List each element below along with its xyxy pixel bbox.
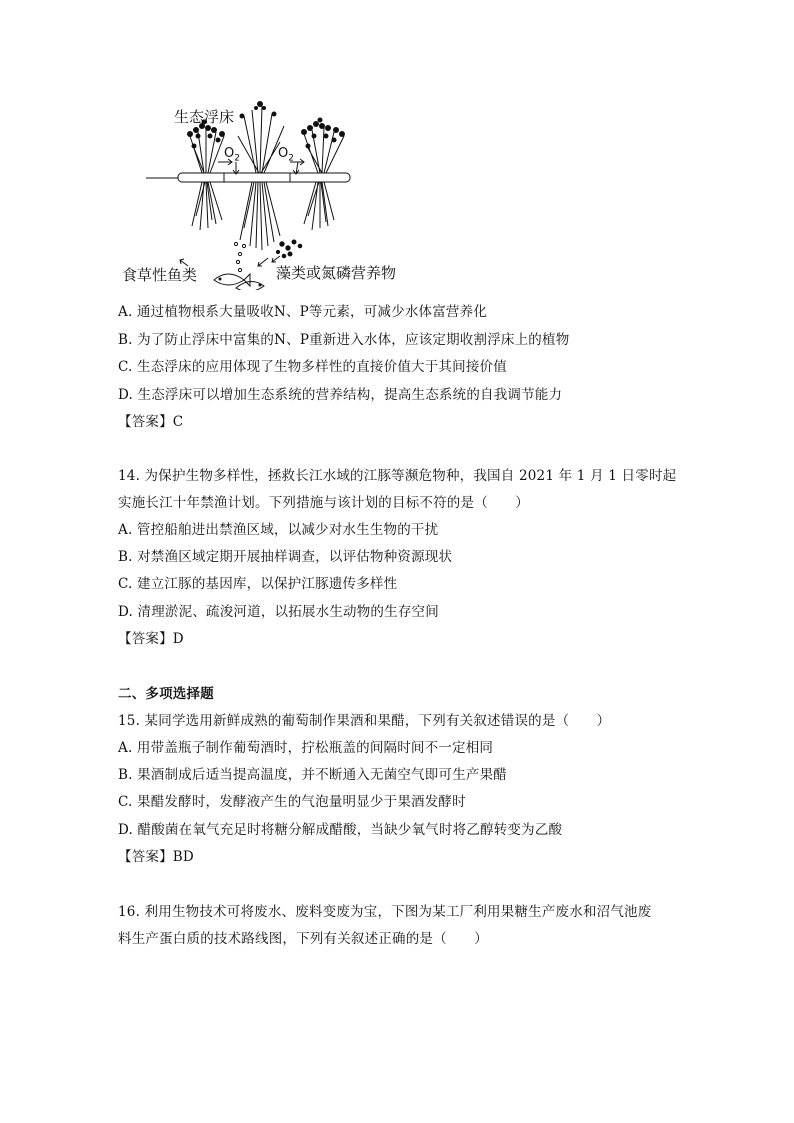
q16-stem-line2: 料生产蛋白质的技术路线图，下列有关叙述正确的是（ ） xyxy=(118,931,488,947)
fish-label: 食草性鱼类 xyxy=(122,266,198,284)
q15-stem: 15. 某同学选用新鲜成熟的葡萄制作果酒和果醋，下列有关叙述错误的是（ ） xyxy=(118,713,611,729)
q15-option-b: B. 果酒制成后适当提高温度，并不断通入无菌空气即可生产果醋 xyxy=(118,767,508,783)
algae-label: 藻类或氮磷营养物 xyxy=(276,264,397,282)
q15-option-d: D. 醋酸菌在氧气充足时将糖分解成醋酸，当缺少氧气时将乙醇转变为乙酸 xyxy=(118,822,563,838)
q14-option-c: C. 建立江豚的基因库，以保护江豚遗传多样性 xyxy=(118,576,398,592)
section-heading-multiple-choice: 二、多项选择题 xyxy=(118,686,214,702)
q14-answer: 【答案】D xyxy=(118,631,184,647)
q13-option-d: D. 生态浮床可以增加生态系统的营养结构，提高生态系统的自我调节能力 xyxy=(118,387,563,403)
q14-option-a: A. 管控船舶进出禁渔区域，以减少对水生生物的干扰 xyxy=(118,522,439,538)
q15-answer: 【答案】BD xyxy=(118,849,194,865)
q13-option-b: B. 为了防止浮床中富集的N、P重新进入水体，应该定期收割浮床上的植物 xyxy=(118,332,570,348)
q15-option-a: A. 用带盖瓶子制作葡萄酒时，拧松瓶盖的间隔时间不一定相同 xyxy=(118,740,494,756)
o2-label-right: $O_2$ xyxy=(278,146,294,164)
q13-option-c: C. 生态浮床的应用体现了生物多样性的直接价值大于其间接价值 xyxy=(118,359,507,375)
q13-option-a: A. 通过植物根系大量吸收N、P等元素，可减少水体富营养化 xyxy=(118,304,488,320)
q14-option-d: D. 清理淤泥、疏浚河道，以拓展水生动物的生存空间 xyxy=(118,604,439,620)
q14-option-b: B. 对禁渔区域定期开展抽样调查，以评估物种资源现状 xyxy=(118,549,453,565)
q15-option-c: C. 果醋发酵时，发酵液产生的气泡量明显少于果酒发酵时 xyxy=(118,794,466,810)
q13-answer: 【答案】C xyxy=(118,414,184,430)
floating-bed-figure xyxy=(122,96,420,290)
q14-stem-line1: 14. 为保护生物多样性，拯救长江水域的江豚等濒危物种，我国自 2021 年 1 月 1 日零时起 xyxy=(118,468,677,484)
o2-label-left: $O_2$ xyxy=(224,146,240,164)
q14-stem-line2: 实施长江十年禁渔计划。下列措施与该计划的目标不符的是（ ） xyxy=(118,495,529,511)
q16-stem-line1: 16. 利用生物技术可将废水、废料变废为宝，下图为某工厂利用果糖生产废水和沼气池废 xyxy=(118,904,652,920)
floating-bed-label: 生态浮床 xyxy=(174,108,235,126)
